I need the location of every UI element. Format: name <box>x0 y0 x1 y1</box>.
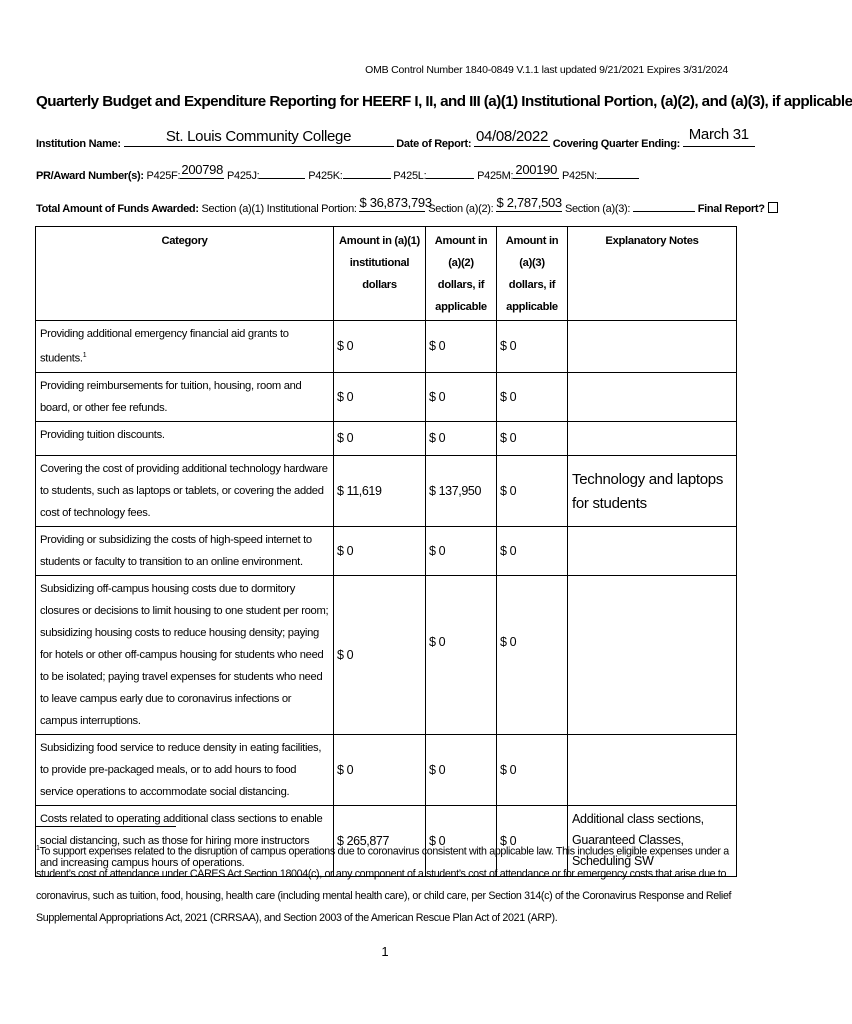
notes-cell[interactable] <box>568 734 737 805</box>
a3-amount-cell[interactable]: $ 0 <box>497 455 568 526</box>
footnote <box>36 838 736 929</box>
a2-amount-cell[interactable]: $ 0 <box>426 575 497 734</box>
a3-section-field[interactable] <box>633 199 695 212</box>
a3-amount-header: Amount in (a)(3) dollars, if applicable <box>497 227 568 321</box>
table-row <box>36 455 737 526</box>
category-cell: Costs related to operating additional class sections to enable social distancing, such as those for hiring more instructors and increasing campus hours of operations. <box>36 805 334 876</box>
a2-amount-cell[interactable]: $ 0 <box>426 734 497 805</box>
a2-section-label: Section (a)(2): <box>428 203 494 215</box>
p425m-field[interactable]: 200190 <box>513 166 559 179</box>
footnote-ref: 1 <box>82 352 87 359</box>
p425k-field[interactable] <box>343 166 391 179</box>
notes-cell[interactable] <box>568 421 737 455</box>
p425j-label: P425J: <box>226 170 260 182</box>
date-of-report-field[interactable]: 04/08/2022 <box>475 128 549 145</box>
p425k-label: P425K: <box>308 170 343 182</box>
p425f-field[interactable]: 200798 <box>181 162 224 177</box>
footnote-text: To support expenses related to the disruption of campus operations due to coronavirus consistent with applicable law. This includes eligible expenses under a student’s cost of attendance under CARES Act Section 18004(c), or any component of a student’s cost of attendance or for emergency costs that arise due to coronavirus, such as tuition, food, housing, health care (including mental health care), or child care, per Section 314(c) of the Coronavirus Response and Relief Supplemental Appropriations Act, 2021 (CRRSAA), and Section 2003 of the American Rescue Plan Act of 2021 (ARP). <box>36 845 732 924</box>
institution-line <box>36 126 755 150</box>
p425n-field[interactable] <box>597 166 639 179</box>
a3-amount-cell[interactable]: $ 0 <box>497 805 568 876</box>
a1-amount-cell[interactable]: $ 0 <box>334 372 426 421</box>
a2-amount-cell[interactable]: $ 0 <box>426 421 497 455</box>
table-row <box>36 526 737 575</box>
total-funds-line <box>36 195 778 215</box>
covering-quarter-field[interactable]: March 31 <box>683 134 755 147</box>
category-cell: Subsidizing off-campus housing costs due to dormitory closures or decisions to limit housing to one student per room; subsidizing housing costs to reduce housing density; paying for hotels or other off-campus housing for students who need to be isolated; paying travel expenses for students who need to leave campus early due to coronavirus infections or campus interruptions. <box>36 575 334 734</box>
expenditure-table <box>35 226 737 877</box>
notes-cell[interactable] <box>568 372 737 421</box>
p425l-label: P425L: <box>393 170 427 182</box>
a2-amount-cell[interactable]: $ 0 <box>426 372 497 421</box>
notes-cell[interactable] <box>568 575 737 734</box>
notes-cell[interactable]: Additional class sections, Guaranteed Classes, Scheduling SW <box>568 805 737 876</box>
award-line <box>36 162 639 182</box>
a1-amount-cell[interactable]: $ 0 <box>334 575 426 734</box>
category-header: Category <box>36 227 334 321</box>
category-cell: Providing or subsidizing the costs of high-speed internet to students or faculty to transition to an online environment. <box>36 526 334 575</box>
a2-section-field[interactable]: $ 2,787,503 <box>496 195 562 210</box>
category-cell: Covering the cost of providing additional technology hardware to students, such as laptops or tablets, or covering the added cost of technology fees. <box>36 455 334 526</box>
table-row <box>36 575 737 734</box>
a1-portion-field[interactable]: $ 36,873,793 <box>359 195 432 210</box>
final-report-label: Final Report? <box>697 203 765 215</box>
p425j-field[interactable] <box>259 166 305 179</box>
notes-header: Explanatory Notes <box>568 227 737 321</box>
institution-name-field[interactable]: St. Louis Community College <box>124 134 394 147</box>
a1-amount-cell[interactable]: $ 265,877 <box>334 805 426 876</box>
a1-amount-cell[interactable]: $ 11,619 <box>334 455 426 526</box>
table-row <box>36 372 737 421</box>
total-funds-label: Total Amount of Funds Awarded: <box>36 203 199 215</box>
a1-amount-cell[interactable]: $ 0 <box>334 526 426 575</box>
a1-amount-header: Amount in (a)(1) institutional dollars <box>334 227 426 321</box>
a1-amount-cell[interactable]: $ 0 <box>334 421 426 455</box>
award-label: PR/Award Number(s): <box>36 170 144 182</box>
notes-cell[interactable]: Technology and laptops for students <box>568 455 737 526</box>
a2-amount-cell[interactable]: $ 137,950 <box>426 455 497 526</box>
omb-control-number: OMB Control Number 1840-0849 V.1.1 last updated 9/21/2021 Expires 3/31/2024 <box>365 64 728 76</box>
p425l-field[interactable] <box>426 166 474 179</box>
category-cell: Providing tuition discounts. <box>36 421 334 455</box>
a3-amount-cell[interactable]: $ 0 <box>497 526 568 575</box>
notes-cell[interactable] <box>568 321 737 373</box>
table-header-row <box>36 227 737 321</box>
category-cell: Providing additional emergency financial aid grants to students.$^1$ <box>36 321 334 373</box>
page-number: 1 <box>381 944 389 959</box>
notes-cell[interactable] <box>568 526 737 575</box>
a2-amount-cell[interactable]: $ 0 <box>426 805 497 876</box>
final-report-checkbox[interactable] <box>768 202 778 213</box>
a1-portion-label: Section (a)(1) Institutional Portion: <box>201 203 357 215</box>
p425m-label: P425M: <box>477 170 514 182</box>
category-cell: Subsidizing food service to reduce density in eating facilities, to provide pre-packaged meals, or to add hours to food service operations to accommodate social distancing. <box>36 734 334 805</box>
footnote-number: 1 <box>36 845 40 852</box>
category-cell: Providing reimbursements for tuition, housing, room and board, or other fee refunds. <box>36 372 334 421</box>
table-row <box>36 734 737 805</box>
a2-amount-cell[interactable]: $ 0 <box>426 321 497 373</box>
a1-amount-cell[interactable]: $ 0 <box>334 734 426 805</box>
footnote-divider <box>36 826 176 827</box>
p425f-label: P425F: <box>146 170 181 182</box>
a3-amount-cell[interactable]: $ 0 <box>497 321 568 373</box>
quarter-label: Covering Quarter Ending: <box>552 138 681 150</box>
p425n-label: P425N: <box>561 170 597 182</box>
page-title: Quarterly Budget and Expenditure Reporting for HEERF I, II, and III (a)(1) Institutional Portion, (a)(2), and (a)(3), if applicable <box>36 93 852 110</box>
a2-amount-header: Amount in (a)(2) dollars, if applicable <box>426 227 497 321</box>
table-row <box>36 321 737 373</box>
a3-amount-cell[interactable]: $ 0 <box>497 421 568 455</box>
a3-amount-cell[interactable]: $ 0 <box>497 372 568 421</box>
a3-amount-cell[interactable]: $ 0 <box>497 734 568 805</box>
table-row <box>36 421 737 455</box>
a3-amount-cell[interactable]: $ 0 <box>497 575 568 734</box>
institution-label: Institution Name: <box>36 138 121 150</box>
a1-amount-cell[interactable]: $ 0 <box>334 321 426 373</box>
a2-amount-cell[interactable]: $ 0 <box>426 526 497 575</box>
a3-section-label: Section (a)(3): <box>564 203 631 215</box>
date-label: Date of Report: <box>396 138 472 150</box>
